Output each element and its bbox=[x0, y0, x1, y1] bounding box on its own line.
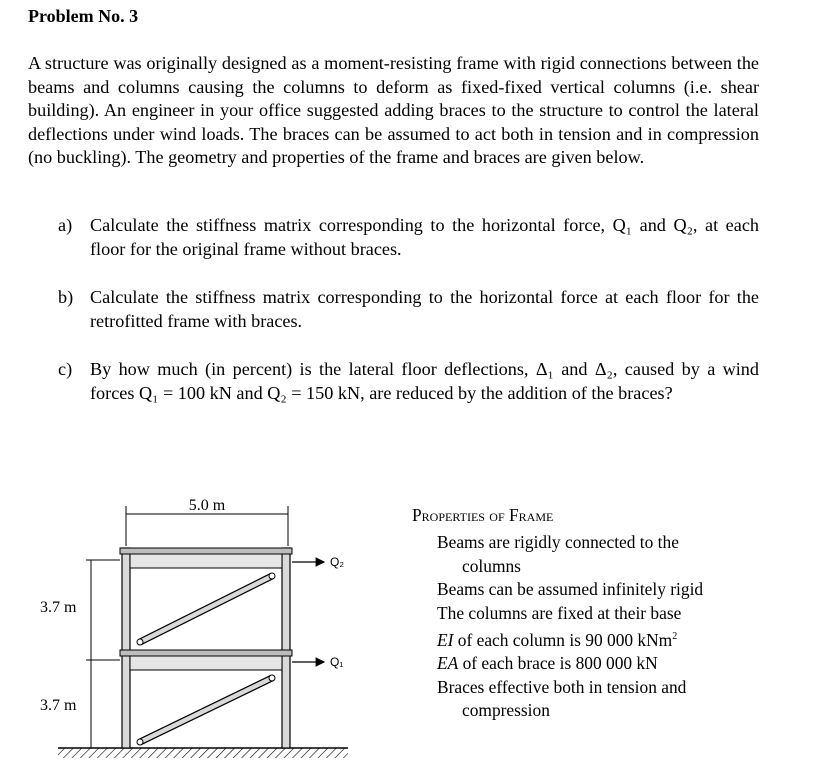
question-c bbox=[58, 358, 759, 405]
right-column bbox=[282, 548, 290, 748]
width-label: 5.0 m bbox=[188, 497, 226, 514]
property-line-6a: Braces effective both in tension and bbox=[437, 676, 687, 697]
question-c-label: c) bbox=[58, 359, 73, 379]
property-line-6b: compression bbox=[462, 700, 550, 721]
property-line-4 bbox=[412, 625, 703, 652]
load-q1 bbox=[292, 655, 343, 669]
lower-brace bbox=[137, 675, 275, 745]
question-b bbox=[58, 286, 759, 333]
ei-exponent: 2 bbox=[672, 631, 678, 643]
property-line-1a: Beams are rigidly connected to the bbox=[437, 532, 679, 553]
upper-brace bbox=[137, 573, 275, 645]
property-line-3: The columns are fixed at their base bbox=[437, 602, 682, 623]
question-b-text: Calculate the stiffness matrix corresponding to the horizontal force at each floor for the retrofitted frame with braces. bbox=[90, 287, 759, 331]
property-line-2: Beams can be assumed infinitely rigid bbox=[437, 579, 704, 600]
q2-label: Q₂ bbox=[330, 555, 344, 569]
floor-beam bbox=[120, 650, 292, 670]
ei-text: of each column is 90 000 kNm bbox=[453, 630, 673, 651]
question-a-text: Calculate the stiffness matrix corresponding to the horizontal force, Q₁ and Q₂, at each floor for the original frame without braces. bbox=[90, 215, 759, 259]
frame-properties bbox=[412, 504, 703, 723]
q1-label: Q₁ bbox=[330, 655, 344, 669]
ground-support bbox=[58, 748, 348, 758]
ea-text: of each brace is 800 000 kN bbox=[458, 653, 658, 674]
height-dimension bbox=[40, 560, 120, 748]
question-c-text: By how much (in percent) is the lateral floor deflections, Δ₁ and Δ₂, caused by a wind forces Q₁ = 100 kN and Q₂ = 150 kN, are reduced by the addition of the braces? bbox=[90, 359, 759, 403]
left-column bbox=[122, 548, 130, 748]
property-line-1b: columns bbox=[462, 555, 521, 576]
load-q2 bbox=[292, 555, 344, 569]
property-line-5 bbox=[412, 652, 703, 675]
question-a bbox=[58, 214, 759, 261]
roof-beam bbox=[120, 548, 292, 568]
ei-symbol: EI bbox=[437, 630, 454, 651]
properties-heading: Properties of Frame bbox=[412, 505, 554, 525]
height-upper-label: 3.7 m bbox=[40, 599, 77, 616]
question-a-label: a) bbox=[58, 215, 73, 235]
question-b-label: b) bbox=[58, 287, 74, 307]
height-lower-label: 3.7 m bbox=[40, 697, 77, 714]
problem-intro: A structure was originally designed as a moment-resisting frame with rigid connections between the beams and columns causing the columns to deform as fixed-fixed vertical columns (i.e. shear building). An engineer in your office suggested adding braces to the structure to control the lateral deflections under wind loads. The braces can be assumed to act both in tension and in compression (no buckling). The geometry and properties of the frame and braces are given below. bbox=[28, 53, 759, 168]
width-dimension bbox=[126, 497, 288, 546]
ea-symbol: EA bbox=[437, 653, 459, 674]
frame-diagram bbox=[0, 490, 420, 776]
problem-title: Problem No. 3 bbox=[28, 6, 139, 26]
